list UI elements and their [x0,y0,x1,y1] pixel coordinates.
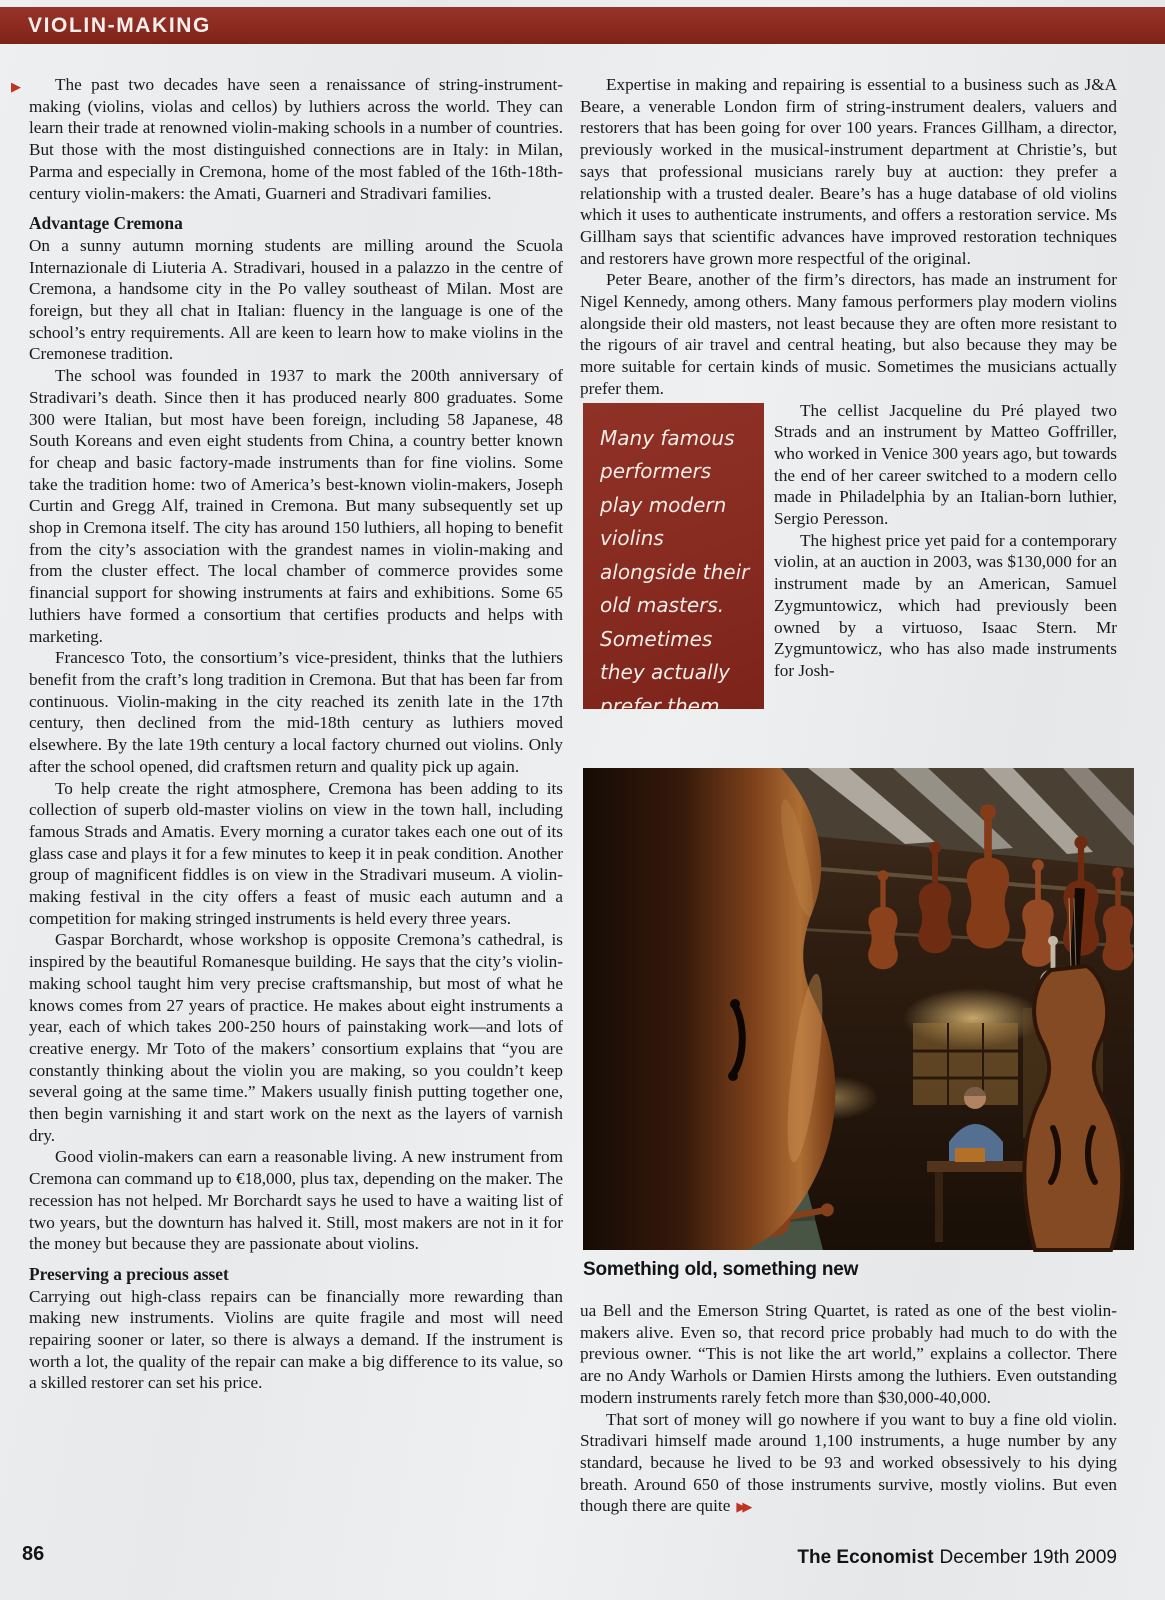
photo-caption: Something old, something new [583,1259,859,1280]
body-paragraph: The cellist Jacqueline du Pré played two Strads and an instrument by Matteo Goffriller, who worked in Venice 300 years ago, but towards the end of her career switched to a modern cello made in Philadelphia by an Italian-born luthier, Sergio Peresson. [774,400,1117,529]
body-paragraph: Good violin-makers can earn a reasonable living. A new instrument from Cremona can command up to €18,000, plus tax, depending on the maker. The recession has not helped. Mr Borchardt says he used to have a waiting list of two years, but the downturn has halved it. Still, most makers are not in it for the money but because they are passionate about violins. [29,1147,563,1254]
body-paragraph: The school was founded in 1937 to mark the 200th anniversary of Stradivari’s death. Since then it has produced nearly 800 graduates. Some 300 were Italian, but most have been foreign, including 58 Japanese, 48 South Koreans and even eight students from China, a country better known for cheap and basic factory-made instruments than for fine violins. Some take the tradition home: two of America’s best-known violin-makers, Joseph Curtin and Gregg Alf, trained in Cremona. But many subsequently set up shop in Cremona itself. The city has around 150 luthiers, all hoping to benefit from the city’s association with the grandest names in violin-making and from the cluster effect. The local chamber of commerce provides some financial support for showing instruments at fairs and exhibitions. Some 65 luthiers have formed a consortium that certifies products and helps with marketing. [29,366,563,646]
workshop-photo-figure [583,768,1134,1281]
footer-credit [797,1547,1117,1569]
body-paragraph: Peter Beare, another of the firm’s directors, has made an instrument for Nigel Kennedy, among others. Many famous performers play modern violins alongside their old masters, not least because they are often more resistant to the rigours of air travel and central heating, but also because they may be more suitable for certain kinds of music. Sometimes the musicians actually prefer them. [580,270,1117,398]
section-kicker-bar [0,7,1165,44]
body-paragraph: Carrying out high-class repairs can be financially more rewarding than making new instruments. Violins are quite fragile and most will need repairing sooner or later, so there is always a demand. If the instrument is worth a lot, the quality of the repair can make a big difference to its value, so a skilled restorer can set his price. [29,1286,563,1393]
page-number: 86 [22,1543,45,1565]
pull-quote-box [583,403,764,718]
pull-quote-text: Many famous performers play modern violins alongside their old masters. Sometimes they actually prefer them [600,425,750,718]
closing-paragraph-text: That sort of money will go nowhere if you want to buy a fine old violin. Stradivari himself made around 1,100 instruments, a huge number by any standard, because he lived to be 93 and worked obsessively to his dying breath. Around 650 of those instruments survive, mostly violins. But even though there are quite [580,1409,1117,1516]
workshop-photo [583,768,1134,1250]
workshop-photo-illustration [583,768,1134,1250]
publication-name: The Economist [797,1547,934,1568]
lead-paragraph-text: The past two decades have seen a renaissance of string-instrument-making (violins, violas and cellos) by luthiers across the world. They can learn their trade at renowned violin-making schools in a number of countries. But those with the most distinguished connections are in Italy: in Milan, Parma and especially in Cremona, home of the most fabled of the 16th-18th-century violin-makers: the Amati, Guarneri and Stradivari families. [29,75,563,203]
subhead-preserving-a-precious-asset: Preserving a precious asset [29,1263,229,1284]
body-paragraph: ua Bell and the Emerson String Quartet, is rated as one of the best violin-makers alive. Even so, that record price probably had much to do with the previous owner. “This is not like the art world,” explains a collector. There are no Andy Warhols or Damien Hirsts among the luthiers. Even outstanding modern instruments rarely fetch more than $30,000-40,000. [580,1301,1117,1407]
right-column-upper [580,74,1117,766]
body-paragraph: On a sunny autumn morning students are milling around the Scuola Internazionale di Liuteria A. Stradivari, housed in a palazzo in the centre of Cremona, a handsome city in the Po valley southeast of Milan. Most are foreign, but they all chat in Italian: fluency in the language is one of the school’s entry requirements. All are keen to learn how to make violins in the Cremonese tradition. [29,235,563,364]
left-column [11,74,563,1568]
section-kicker: VIOLIN-MAKING [28,14,211,37]
closing-paragraph [580,1409,1117,1519]
body-paragraph: Francesco Toto, the consortium’s vice-president, thinks that the luthiers benefit from the craft’s long tradition in Cremona. But that has been far from continuous. Violin-making in the city reached its zenith late in the 17th century, then declined from the mid-18th century as luthiers moved elsewhere. By the late 19th century a local factory churned out violins. Only after the school opened, did craftsmen return and quality pick up again. [29,648,563,776]
body-paragraph: To help create the right atmosphere, Cremona has been adding to its collection of superb old-master violins on view in the town hall, including famous Strads and Amatis. Every morning a curator takes each one out of its glass case and plays it for a few minutes to keep it in peak condition. Another group of magnificent fiddles is on view in the Stradivari museum. A violin-making festival in the city offers a feast of music each autumn and a competition for making stringed instruments is held every three years. [29,778,563,928]
body-paragraph: Expertise in making and repairing is essential to a business such as J&A Beare, a venerable London firm of string-instrument dealers, valuers and restorers that has been going for over 100 years. Frances Gillham, a director, previously worked in the musical-instrument department at Christie’s, but says that professional musicians rarely buy at auction: they prefer a relationship with a trusted dealer. Beare’s has a huge database of old violins which it uses to authenticate instruments, and offers a restoration service. Ms Gillham says that scientific advances have improved restoration techniques and restorers have grown more respectful of the original. [580,75,1117,268]
body-paragraph: Gaspar Borchardt, whose workshop is opposite Cremona’s cathedral, is inspired by the beautiful Romanesque building. He says that the city’s violin-making school taught him very precise craftsmanship, but most of what he knows comes from 27 years of practice. He makes about eight instruments a year, each of which takes 200-250 hours of painstaking work—and lots of creative energy. Mr Toto of the makers’ consortium explains that “you are constantly thinking about the violin you are making, so you couldn’t keep several going at the same time.” Makers usually finish putting together one, then begin varnishing it and start work on the next as the layers of varnish dry. [29,930,563,1145]
issue-date: December 19th 2009 [939,1547,1117,1568]
body-paragraph: The highest price yet paid for a contemporary violin, at an auction in 2003, was $130,000 for an instrument made by an American, Samuel Zygmuntowicz, which had previously been owned by a virtuoso, Isaac Stern. Mr Zygmuntowicz, who has also made instruments for Josh- [774,530,1117,680]
continued-from-previous-page-icon: ▶ [11,79,21,94]
lead-paragraph [11,74,563,204]
right-column-lower [580,1300,1117,1518]
continued-on-next-page-icon: ▶▶ [736,1499,749,1515]
subhead-advantage-cremona: Advantage Cremona [29,213,183,234]
